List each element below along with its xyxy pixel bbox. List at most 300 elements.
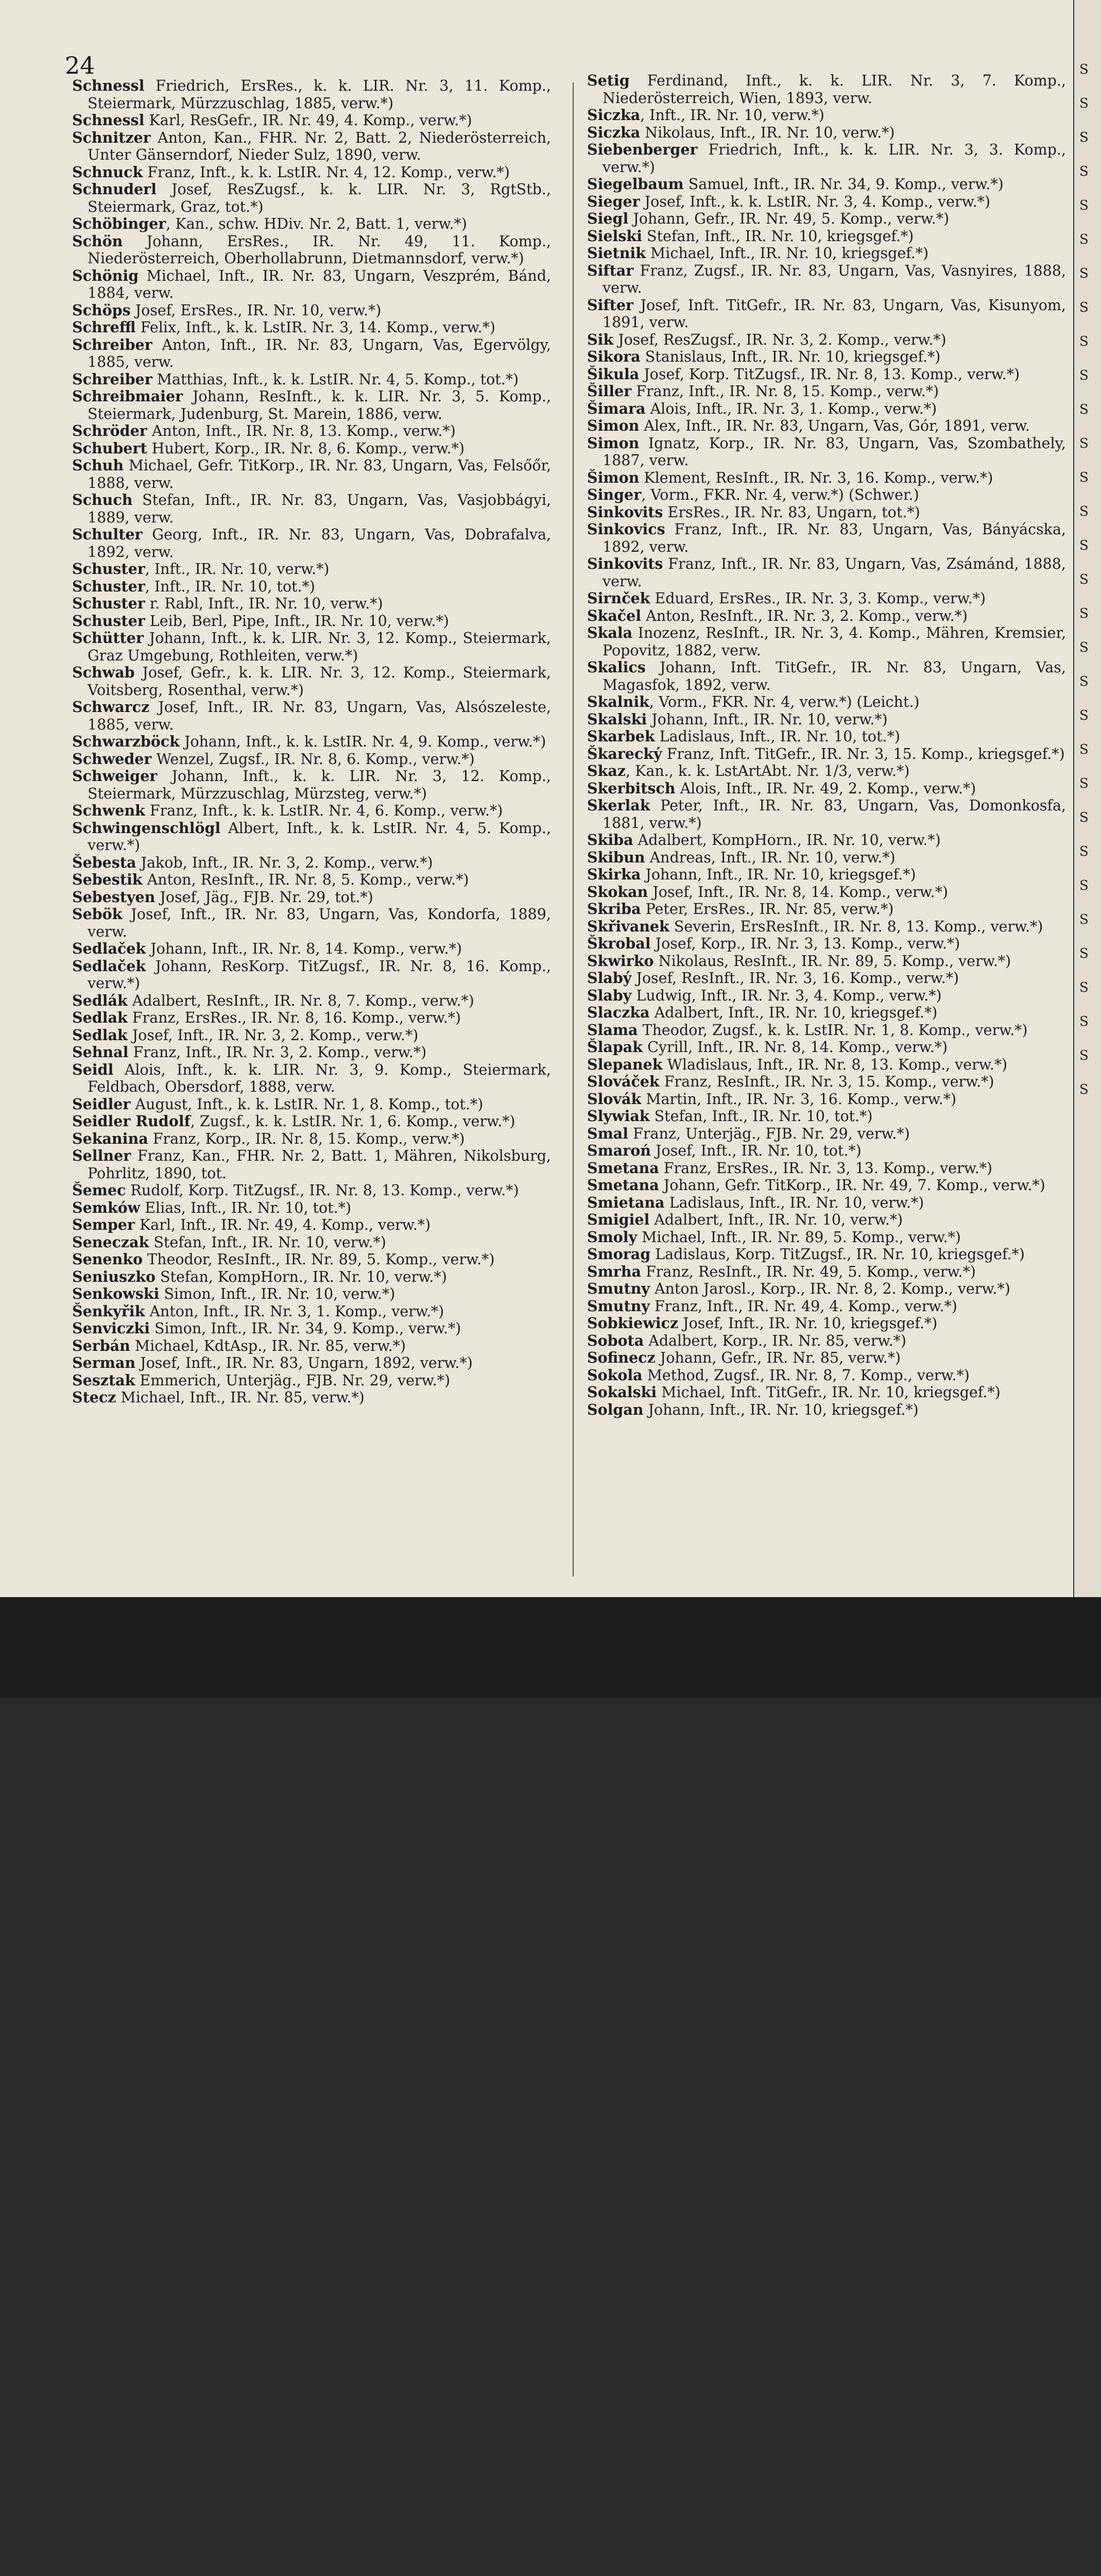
entry-surname: Sinkovics [587,520,665,538]
entry-details: Emmerich, Unterjäg., FJB. Nr. 29, verw.*) [135,1371,451,1389]
entry-details: , Kan., schw. HDiv. Nr. 2, Batt. 1, verw.*) [166,215,467,232]
entry-surname: Schweder [72,750,152,768]
entry-details: Josef, Inft., IR. Nr. 10, tot.*) [650,1142,862,1159]
entry-details: Ferdinand, Inft., k. k. LIR. Nr. 3, 7. Komp., Niederösterreich, Wien, 1893, verw. [603,72,1066,107]
entry-surname: Skalnik [587,693,649,710]
entry-surname: Sobkiewicz [587,1314,679,1332]
entry-details: Josef, Inft., IR. Nr. 10, kriegsgef.*) [678,1315,938,1332]
entry-surname: Siftar [587,261,634,279]
edge-letter: S [1079,742,1089,757]
entry-surname: Slaczka [587,1004,650,1021]
list-item [587,1073,1066,1091]
list-item [72,1199,551,1217]
entry-surname: Serbán [72,1336,130,1354]
entry-surname: Sofinecz [587,1349,656,1366]
entry-surname: Skerbitsch [587,779,676,797]
entry-surname: Sifter [587,296,633,314]
list-item [72,1147,551,1182]
edge-letter: S [1079,844,1089,859]
entry-surname: Slywiak [587,1107,650,1125]
entry-surname: Schöps [72,301,131,319]
entry-surname: Seneczak [72,1233,149,1251]
entry-surname: Schwenk [72,802,145,819]
list-item [72,1044,551,1061]
list-item [72,1096,551,1113]
list-item [72,422,551,440]
entry-details: Anton, Inft., IR. Nr. 3, 1. Komp., verw.*) [145,1302,444,1320]
list-item [72,630,551,664]
entry-surname: Sellner [72,1147,131,1164]
entry-details: Michael, Gefr. TitKorp., IR. Nr. 83, Ungarn, Vas, Felsőőr, 1888, verw. [88,457,551,492]
edge-letter: S [1079,368,1089,383]
entry-surname: Šikula [587,365,640,383]
entry-surname: Sirnček [587,589,650,607]
entry-surname: Slováček [587,1073,660,1090]
entry-surname: Skřivanek [587,917,669,935]
entry-details: Adalbert, Inft., IR. Nr. 10, kriegsgef.*) [649,1004,938,1021]
edge-letter: S [1079,606,1089,621]
edge-letter: S [1079,62,1089,77]
entry-details: , Zugsf., k. k. LstIR. Nr. 1, 6. Komp., verw.*) [190,1113,515,1130]
entry-details: Stefan, Inft., IR. Nr. 10, tot.*) [649,1108,873,1125]
list-item [587,1004,1066,1022]
list-item [72,733,551,751]
entry-surname: Senviczki [72,1319,150,1337]
entry-surname: Šenkyřik [72,1302,145,1320]
list-item [72,802,551,820]
list-item [72,526,551,561]
entry-surname: Seidler [72,1095,131,1113]
entry-details: , Vorm., FKR. Nr. 4, verw.*) (Leicht.) [649,693,920,710]
list-item [72,1268,551,1286]
entry-surname: Slepanek [587,1055,663,1073]
entry-details: , Inft., IR. Nr. 10, verw.*) [145,561,330,578]
entry-surname: Skriba [587,900,641,918]
edge-letter: S [1079,402,1089,417]
entry-details: Franz, Unterjäg., FJB. Nr. 29, verw.*) [628,1125,910,1142]
entry-surname: Sedlak [72,1026,128,1044]
entry-details: Anton, Inft., IR. Nr. 8, 13. Komp., verw.*) [147,422,456,439]
entry-surname: Skala [587,624,633,641]
entry-details: Franz, ErsRes., IR. Nr. 8, 16. Komp., verw.*) [127,1009,461,1026]
entry-surname: Smietana [587,1193,665,1211]
entry-details: Johann, ResKorp. TitZugsf., IR. Nr. 8, 16. Komp., verw.*) [88,957,551,992]
entry-surname: Schnitzer [72,128,151,146]
entry-details: Johann, Inft., k. k. LIR. Nr. 3, 12. Komp., Steiermark, Graz Umgebung, Rothleiten, verw.*) [88,630,551,664]
entry-details: Ludwig, Inft., IR. Nr. 3, 4. Komp., verw.*) [631,987,942,1004]
entry-surname: Sietnik [587,244,646,262]
entry-surname: Sik [587,330,614,348]
entry-details: Ladislaus, Korp. TitZugsf., IR. Nr. 10, kriegsgef.*) [650,1246,1025,1263]
list-item [72,319,551,336]
entry-details: Josef, Korp., IR. Nr. 3, 13. Komp., verw.*) [650,935,960,952]
list-item [72,371,551,388]
edge-letter: S [1079,538,1089,553]
list-item [72,889,551,906]
list-item [587,953,1066,970]
entry-details: Friedrich, Inft., k. k. LIR. Nr. 3, 3. Komp., verw.*) [603,141,1066,176]
edge-letter: S [1079,878,1089,893]
entry-details: Severin, ErsResInft., IR. Nr. 8, 13. Komp., verw.*) [669,918,1043,935]
entry-details: Adalbert, Korp., IR. Nr. 85, verw.*) [644,1332,906,1349]
list-item [587,884,1066,901]
entry-surname: Sebök [72,905,123,923]
list-item [587,1056,1066,1074]
entry-details: Josef, Jäg., FJB. Nr. 29, tot.*) [155,888,373,906]
entry-details: Franz, ResInft., IR. Nr. 3, 15. Komp., verw.*) [659,1073,994,1090]
list-item [72,958,551,992]
entry-surname: Siegelbaum [587,175,684,193]
list-item [587,711,1066,728]
list-item [587,832,1066,849]
list-item [72,820,551,854]
entry-details: Josef, Inft., IR. Nr. 8, 14. Komp., verw.*) [648,883,949,901]
edge-letter: S [1079,640,1089,655]
entry-details: Method, Zugsf., IR. Nr. 8, 7. Komp., verw.*) [642,1366,970,1384]
entry-surname: Sinkovits [587,555,663,572]
entry-surname: Smetana [587,1159,659,1177]
list-item [587,1194,1066,1212]
entry-surname: Stecz [72,1388,116,1406]
entry-details: Stefan, KompHorn., IR. Nr. 10, verw.*) [155,1268,447,1285]
list-item [587,228,1066,245]
entry-details: Adalbert, Inft., IR. Nr. 10, verw.*) [649,1211,903,1228]
list-item [72,233,551,267]
entry-surname: Seidler Rudolf [72,1112,191,1130]
list-item [587,366,1066,383]
list-item [72,1113,551,1130]
entry-details: Theodor, Zugsf., k. k. LstIR. Nr. 1, 8. Komp., verw.*) [638,1021,1028,1039]
entry-details: Martin, Inft., IR. Nr. 3, 16. Komp., verw.*) [641,1090,957,1108]
entry-details: Alex, Inft., IR. Nr. 83, Ungarn, Vas, Gór, 1891, verw. [639,417,1030,434]
entry-surname: Schröder [72,422,147,439]
entry-surname: Schuster [72,560,145,578]
list-item [72,561,551,578]
entry-surname: Skibun [587,848,645,866]
list-item [587,1229,1066,1246]
entry-details: Josef, Inft., IR. Nr. 83, Ungarn, Vas, Kondorfa, 1889, verw. [88,906,551,940]
entry-details: Franz, Inft., IR. Nr. 49, 4. Komp., verw.*) [649,1297,957,1315]
entry-details: Johann, Inft., IR. Nr. 10, kriegsgef.*) [643,1401,919,1418]
facing-page-edge [1073,0,1101,1597]
list-item [587,1177,1066,1194]
entry-surname: Šlapak [587,1038,643,1056]
entry-surname: Solgan [587,1400,644,1418]
edge-letter: S [1079,572,1089,587]
list-item [587,297,1066,331]
entry-details: Wenzel, Zugsf., IR. Nr. 8, 6. Komp., verw.*) [151,750,475,768]
entry-surname: Semper [72,1216,135,1233]
entry-details: Klement, ResInft., IR. Nr. 3, 16. Komp., verw.*) [639,469,993,486]
edge-letter: S [1079,776,1089,791]
list-item [587,555,1066,590]
entry-surname: Schreffl [72,318,136,336]
entry-surname: Simon [587,417,640,434]
list-item [587,521,1066,555]
entry-details: Eduard, ErsRes., IR. Nr. 3, 3. Komp., verw.*) [650,590,986,607]
list-item [72,457,551,492]
list-item [72,302,551,319]
entry-surname: Semków [72,1198,141,1216]
entry-details: August, Inft., k. k. LstIR. Nr. 1, 8. Komp., tot.*) [130,1095,484,1113]
entry-surname: Schreibmaier [72,387,183,405]
list-item [72,1320,551,1337]
edge-letter: S [1079,504,1089,519]
entry-surname: Senkowski [72,1285,160,1302]
list-item [587,1332,1066,1350]
entry-details: Adalbert, KompHorn., IR. Nr. 10, verw.*) [633,832,941,849]
entry-surname: Skarbek [587,727,655,745]
entry-details: Leib, Berl, Pipe, Inft., IR. Nr. 10, verw.*) [145,612,449,630]
list-item [587,1349,1066,1367]
list-item [72,492,551,526]
entry-surname: Smrha [587,1262,641,1280]
entry-surname: Smutny [587,1297,650,1315]
entry-details: Franz, ErsRes., IR. Nr. 3, 13. Komp., verw.*) [659,1159,993,1177]
entry-surname: Schuster [72,612,145,630]
entry-details: Josef, ErsRes., IR. Nr. 10, verw.*) [130,301,382,319]
entry-details: Felix, Inft., k. k. LstIR. Nr. 3, 14. Komp., verw.*) [135,319,495,336]
entry-surname: Sedlaček [72,940,146,957]
list-item [587,970,1066,987]
edge-letter: S [1079,470,1089,485]
entry-surname: Sokalski [587,1383,657,1401]
entry-details: Alois, Inft., IR. Nr. 49, 2. Komp., verw.*) [675,779,976,797]
edge-letter: S [1079,334,1089,349]
list-item [587,348,1066,366]
entry-details: Johann, Inft., k. k. LIR. Nr. 3, 12. Komp., Steiermark, Mürzzuschlag, Mürzsteg, verw.*) [88,768,551,802]
entry-surname: Šimara [587,399,646,417]
entry-details: , Inft., IR. Nr. 10, tot.*) [145,578,315,595]
entry-surname: Serman [72,1354,136,1371]
entry-details: , Kan., k. k. LstArtAbt. Nr. 1/3, verw.*) [625,762,910,779]
entry-details: , Inft., IR. Nr. 10, verw.*) [640,107,824,124]
list-item [72,267,551,302]
entry-details: Johann, ResInft., k. k. LIR. Nr. 3, 5. Komp., Steiermark, Judenburg, St. Marein, 1886, verw. [88,388,551,422]
list-item [72,1182,551,1199]
entry-surname: Schreiber [72,335,152,353]
entry-surname: Smal [587,1124,629,1142]
entry-surname: Schnessl [72,77,145,94]
list-item [587,607,1066,625]
entry-surname: Slabý [587,969,632,987]
edge-letter: S [1079,96,1089,111]
list-item [72,751,551,768]
entry-details: Franz, Korp., IR. Nr. 8, 15. Komp., verw.*) [148,1130,465,1147]
entry-surname: Skokan [587,883,648,901]
entry-surname: Setig [587,72,630,89]
entry-surname: Skerlak [587,796,650,814]
list-item [587,780,1066,798]
entry-surname: Schuster [72,595,145,612]
entry-details: r. Rabl, Inft., IR. Nr. 10, verw.*) [145,595,383,612]
entry-details: Anton Jarosl., Korp., IR. Nr. 8, 2. Komp., verw.*) [649,1280,1010,1297]
list-item [587,469,1066,487]
entry-details: Nikolaus, Inft., IR. Nr. 10, verw.*) [640,124,895,141]
list-item [587,1211,1066,1229]
entry-surname: Senenko [72,1250,143,1268]
entry-details: Friedrich, ErsRes., k. k. LIR. Nr. 3, 11. Komp., Steiermark, Mürzzuschlag, 1885, verw.*) [88,77,551,112]
list-item [587,1125,1066,1143]
entry-details: Elias, Inft., IR. Nr. 10, tot.*) [140,1199,352,1216]
entry-details: Michael, Inft., IR. Nr. 10, kriegsgef.*) [646,245,929,262]
entry-surname: Sedlaček [72,957,146,975]
entry-surname: Skačel [587,606,642,624]
list-item [72,440,551,457]
entry-surname: Smigiel [587,1211,650,1228]
left-column [72,77,551,1406]
entry-details: Wladislaus, Inft., IR. Nr. 8, 13. Komp., verw.*) [662,1056,1008,1073]
list-item [587,124,1066,142]
entry-details: Andreas, Inft., IR. Nr. 10, verw.*) [645,849,896,866]
entry-surname: Seniuszko [72,1267,156,1285]
edge-letter: S [1079,436,1089,451]
list-item [587,262,1066,297]
entry-details: Johann, Gefr., IR. Nr. 49, 5. Komp., verw.*) [628,210,950,227]
list-item [587,849,1066,867]
entry-details: Rudolf, Korp. TitZugsf., IR. Nr. 8, 13. Komp., verw.*) [126,1182,519,1199]
list-item [587,1298,1066,1315]
entry-surname: Schweiger [72,767,158,785]
list-item [72,854,551,872]
entry-details: Stefan, Inft., IR. Nr. 10, kriegsgef.*) [642,227,914,245]
entry-details: Anton, Inft., IR. Nr. 83, Ungarn, Vas, Egervölgy, 1885, verw. [88,336,551,370]
entry-details: Johann, Inft., k. k. LstIR. Nr. 4, 9. Komp., verw.*) [179,733,546,750]
list-item [72,1354,551,1372]
entry-details: Johann, Inft., IR. Nr. 10, kriegsgef.*) [641,866,916,883]
entry-details: Michael, Inft. TitGefr., IR. Nr. 10, kriegsgef.*) [657,1384,1001,1401]
list-item [72,1130,551,1148]
edge-letter: S [1079,810,1089,825]
edge-letter: S [1079,674,1089,689]
edge-letter: S [1079,708,1089,723]
list-item [587,417,1066,435]
entry-details: Jakob, Inft., IR. Nr. 3, 2. Komp., verw.*) [136,854,433,871]
list-item [72,1027,551,1044]
entry-details: Hubert, Korp., IR. Nr. 8, 6. Komp., verw.*) [147,439,465,457]
list-item [587,1315,1066,1332]
entry-details: Albert, Inft., k. k. LstIR. Nr. 4, 5. Komp., verw.*) [88,819,551,854]
edge-letter: S [1079,912,1089,927]
list-item [72,1303,551,1320]
entry-surname: Slaby [587,986,632,1004]
entry-surname: Siebenberger [587,141,698,158]
entry-surname: Skalski [587,710,647,728]
list-item [587,1384,1066,1401]
entry-details: Josef, Inft., k. k. LstIR. Nr. 3, 4. Komp., verw.*) [640,193,991,210]
list-item [72,1337,551,1355]
entry-surname: Šemec [72,1181,126,1199]
entry-details: Josef, Korp. TitZugsf., IR. Nr. 8, 13. Komp., verw.*) [639,365,1020,383]
list-item [72,1251,551,1268]
entry-details: Michael, Inft., IR. Nr. 89, 5. Komp., verw.*) [637,1228,961,1246]
entry-surname: Šiller [587,382,632,400]
list-item [587,1401,1066,1419]
entry-details: Anton, ResInft., IR. Nr. 8, 5. Komp., verw.*) [142,871,469,888]
list-item [72,768,551,802]
list-item [587,590,1066,607]
entry-details: Alois, Inft., k. k. LIR. Nr. 3, 9. Komp., Steiermark, Feldbach, Obersdorf, 1888, verw. [88,1061,551,1095]
list-item [72,1389,551,1406]
entry-details: Michael, KdtAsp., IR. Nr. 85, verw.*) [130,1337,406,1354]
list-item [587,901,1066,918]
list-item [587,693,1066,711]
entry-details: Anton, ResInft., IR. Nr. 3, 2. Komp., verw.*) [641,607,968,624]
list-item [587,486,1066,504]
list-item [72,77,551,112]
entry-details: Anton, Kan., FHR. Nr. 2, Batt. 2, Niederösterreich, Unter Gänserndorf, Nieder Sulz, 1890, verw. [88,129,551,163]
list-item [587,728,1066,745]
list-item [587,745,1066,763]
list-item [72,613,551,630]
entry-details: Johann, Gefr., IR. Nr. 85, verw.*) [655,1349,901,1366]
entry-surname: Schütter [72,629,144,647]
entry-surname: Schön [72,232,123,250]
list-item [72,699,551,733]
entry-details: ErsRes., IR. Nr. 83, Ungarn, tot.*) [663,503,920,521]
entry-surname: Škrobal [587,935,651,952]
entry-details: Michael, Inft., IR. Nr. 85, verw.*) [116,1389,365,1406]
entry-details: Franz, Inft., k. k. LstIR. Nr. 4, 6. Komp., verw.*) [145,802,503,819]
list-item [587,1108,1066,1125]
entry-surname: Schuch [72,491,133,509]
entry-details: , Vorm., FKR. Nr. 4, verw.*) (Schwer.) [641,486,919,503]
edge-letter: S [1079,980,1089,995]
list-item [587,107,1066,124]
entry-surname: Schnuck [72,163,143,181]
list-item [72,164,551,181]
entry-surname: Singer [587,486,642,503]
entry-surname: Schwab [72,664,135,681]
entry-surname: Schuster [72,577,145,595]
list-item [587,1280,1066,1298]
entry-details: Josef, Inft., IR. Nr. 83, Ungarn, 1892, verw.*) [135,1354,473,1371]
entry-details: Michael, Inft., IR. Nr. 83, Ungarn, Veszprém, Bánd, 1884, verw. [88,267,551,301]
list-item [587,1022,1066,1039]
entry-surname: Schuh [72,456,124,474]
entry-details: Franz, Inft., k. k. LstIR. Nr. 4, 12. Komp., verw.*) [143,163,510,181]
entry-details: Josef, Gefr., k. k. LIR. Nr. 3, 12. Komp., Steiermark, Voitsberg, Rosenthal, verw.*) [88,664,551,699]
edge-letter: S [1079,1048,1089,1063]
entry-details: Johann, Inft. TitGefr., IR. Nr. 83, Ungarn, Vas, Magasfok, 1892, verw. [603,659,1066,693]
list-item [587,659,1066,693]
entry-surname: Siczka [587,123,641,141]
entry-surname: Šimon [587,468,640,486]
entry-surname: Sehnal [72,1043,129,1061]
entry-details: Franz, Inft., IR. Nr. 83, Ungarn, Vas, Zsámánd, 1888, verw. [603,555,1066,590]
entry-details: Johann, Inft., IR. Nr. 8, 14. Komp., verw.*) [146,940,462,957]
entry-surname: Sokola [587,1366,643,1384]
page-number: 24 [65,52,95,79]
entry-surname: Siczka [587,106,641,124]
entry-surname: Sobota [587,1331,644,1349]
entry-surname: Skaz [587,762,626,779]
entry-details: Franz, Kan., FHR. Nr. 2, Batt. 1, Mähren, Nikolsburg, Pohrlitz, 1890, tot. [88,1147,551,1182]
entry-surname: Sedlák [72,991,128,1009]
entry-surname: Seidl [72,1060,114,1078]
entry-details: Johann, ErsRes., IR. Nr. 49, 11. Komp., Niederösterreich, Oberhollabrunn, Dietmannsdorf, verw.*) [88,232,551,267]
list-item [72,1285,551,1303]
list-item [587,1160,1066,1177]
list-item [72,388,551,422]
entry-surname: Škarecký [587,744,662,762]
entry-details: Josef, ResInft., IR. Nr. 3, 16. Komp., verw.*) [631,970,959,987]
entry-surname: Smorag [587,1245,651,1263]
edge-letter: S [1079,1082,1089,1097]
entry-details: Josef, Inft., IR. Nr. 83, Ungarn, Vas, Alsószeleste, 1885, verw. [88,699,551,733]
entry-surname: Schöbinger [72,215,166,232]
list-item [587,400,1066,418]
